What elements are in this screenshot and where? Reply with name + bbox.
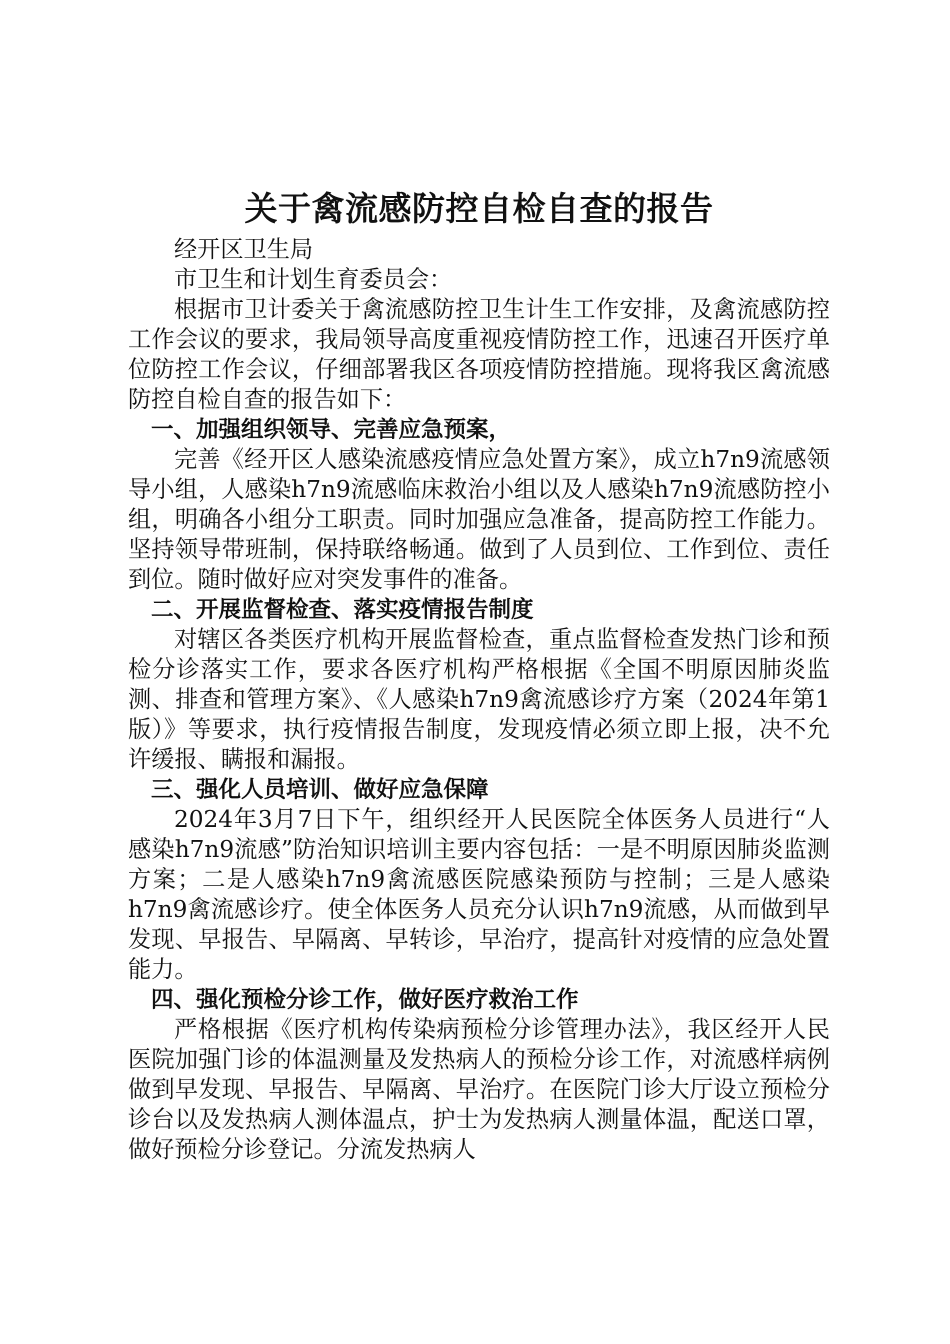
document-title: 关于禽流感防控自检自查的报告 — [244, 189, 714, 228]
section-body: 对辖区各类医疗机构开展监督检查，重点监督检查发热门诊和预检分诊落实工作，要求各医疗机构严格根据《全国不明原因肺炎监测、排查和管理方案》、《人感染h7n9禽流感诊疗方案（2024年第1版）》等要求，执行疫情报告制度，发现疫情必须立即上报，决不允许缓报、瞒报和漏报。 — [128, 626, 830, 773]
recipient-line: 市卫生和计划生育委员会： — [174, 266, 453, 293]
section-4 — [128, 985, 830, 1165]
section-body: 2024年3月7日下午，组织经开人民医院全体医务人员进行“人感染h7n9流感”防治知识培训主要内容包括：一是不明原因肺炎监测方案；二是人感染h7n9禽流感医院感染预防与控制；三是人感染h7n9禽流感诊疗。使全体医务人员充分认识h7n9流感，从而做到早发现、早报告、早隔离、早转诊，早治疗，提高针对疫情的应急处置能力。 — [128, 806, 830, 983]
section-heading: 四、强化预检分诊工作，做好医疗救治工作 — [151, 987, 579, 1013]
section-heading: 一、加强组织领导、完善应急预案， — [151, 417, 512, 443]
section-heading: 三、强化人员培训、做好应急保障 — [151, 777, 489, 803]
section-1 — [128, 415, 830, 595]
section-body: 完善《经开区人感染流感疫情应急处置方案》，成立h7n9流感领导小组，人感染h7n9流感临床救治小组以及人感染h7n9流感防控小组，明确各小组分工职责。同时加强应急准备，提高防控工作能力。坚持领导带班制，保持联络畅通。做到了人员到位、工作到位、责任到位。随时做好应对突发事件的准备。 — [128, 446, 830, 593]
section-heading: 二、开展监督检查、落实疫情报告制度 — [151, 597, 534, 623]
section-2 — [128, 595, 830, 775]
section-body: 严格根据《医疗机构传染病预检分诊管理办法》，我区经开人民医院加强门诊的体温测量及发热病人的预检分诊工作，对流感样病例做到早发现、早报告、早隔离、早治疗。在医院门诊大厅设立预检分诊台以及发热病人测体温点，护士为发热病人测量体温，配送口罩，做好预检分诊登记。分流发热病人 — [128, 1016, 830, 1163]
document-page — [128, 183, 830, 1165]
intro-paragraph: 根据市卫计委关于禽流感防控卫生计生工作安排，及禽流感防控工作会议的要求，我局领导高度重视疫情防控工作，迅速召开医疗单位防控工作会议，仔细部署我区各项疫情防控措施。现将我区禽流感防控自检自查的报告如下： — [128, 296, 830, 413]
section-3 — [128, 775, 830, 985]
sender-line: 经开区卫生局 — [174, 236, 314, 263]
